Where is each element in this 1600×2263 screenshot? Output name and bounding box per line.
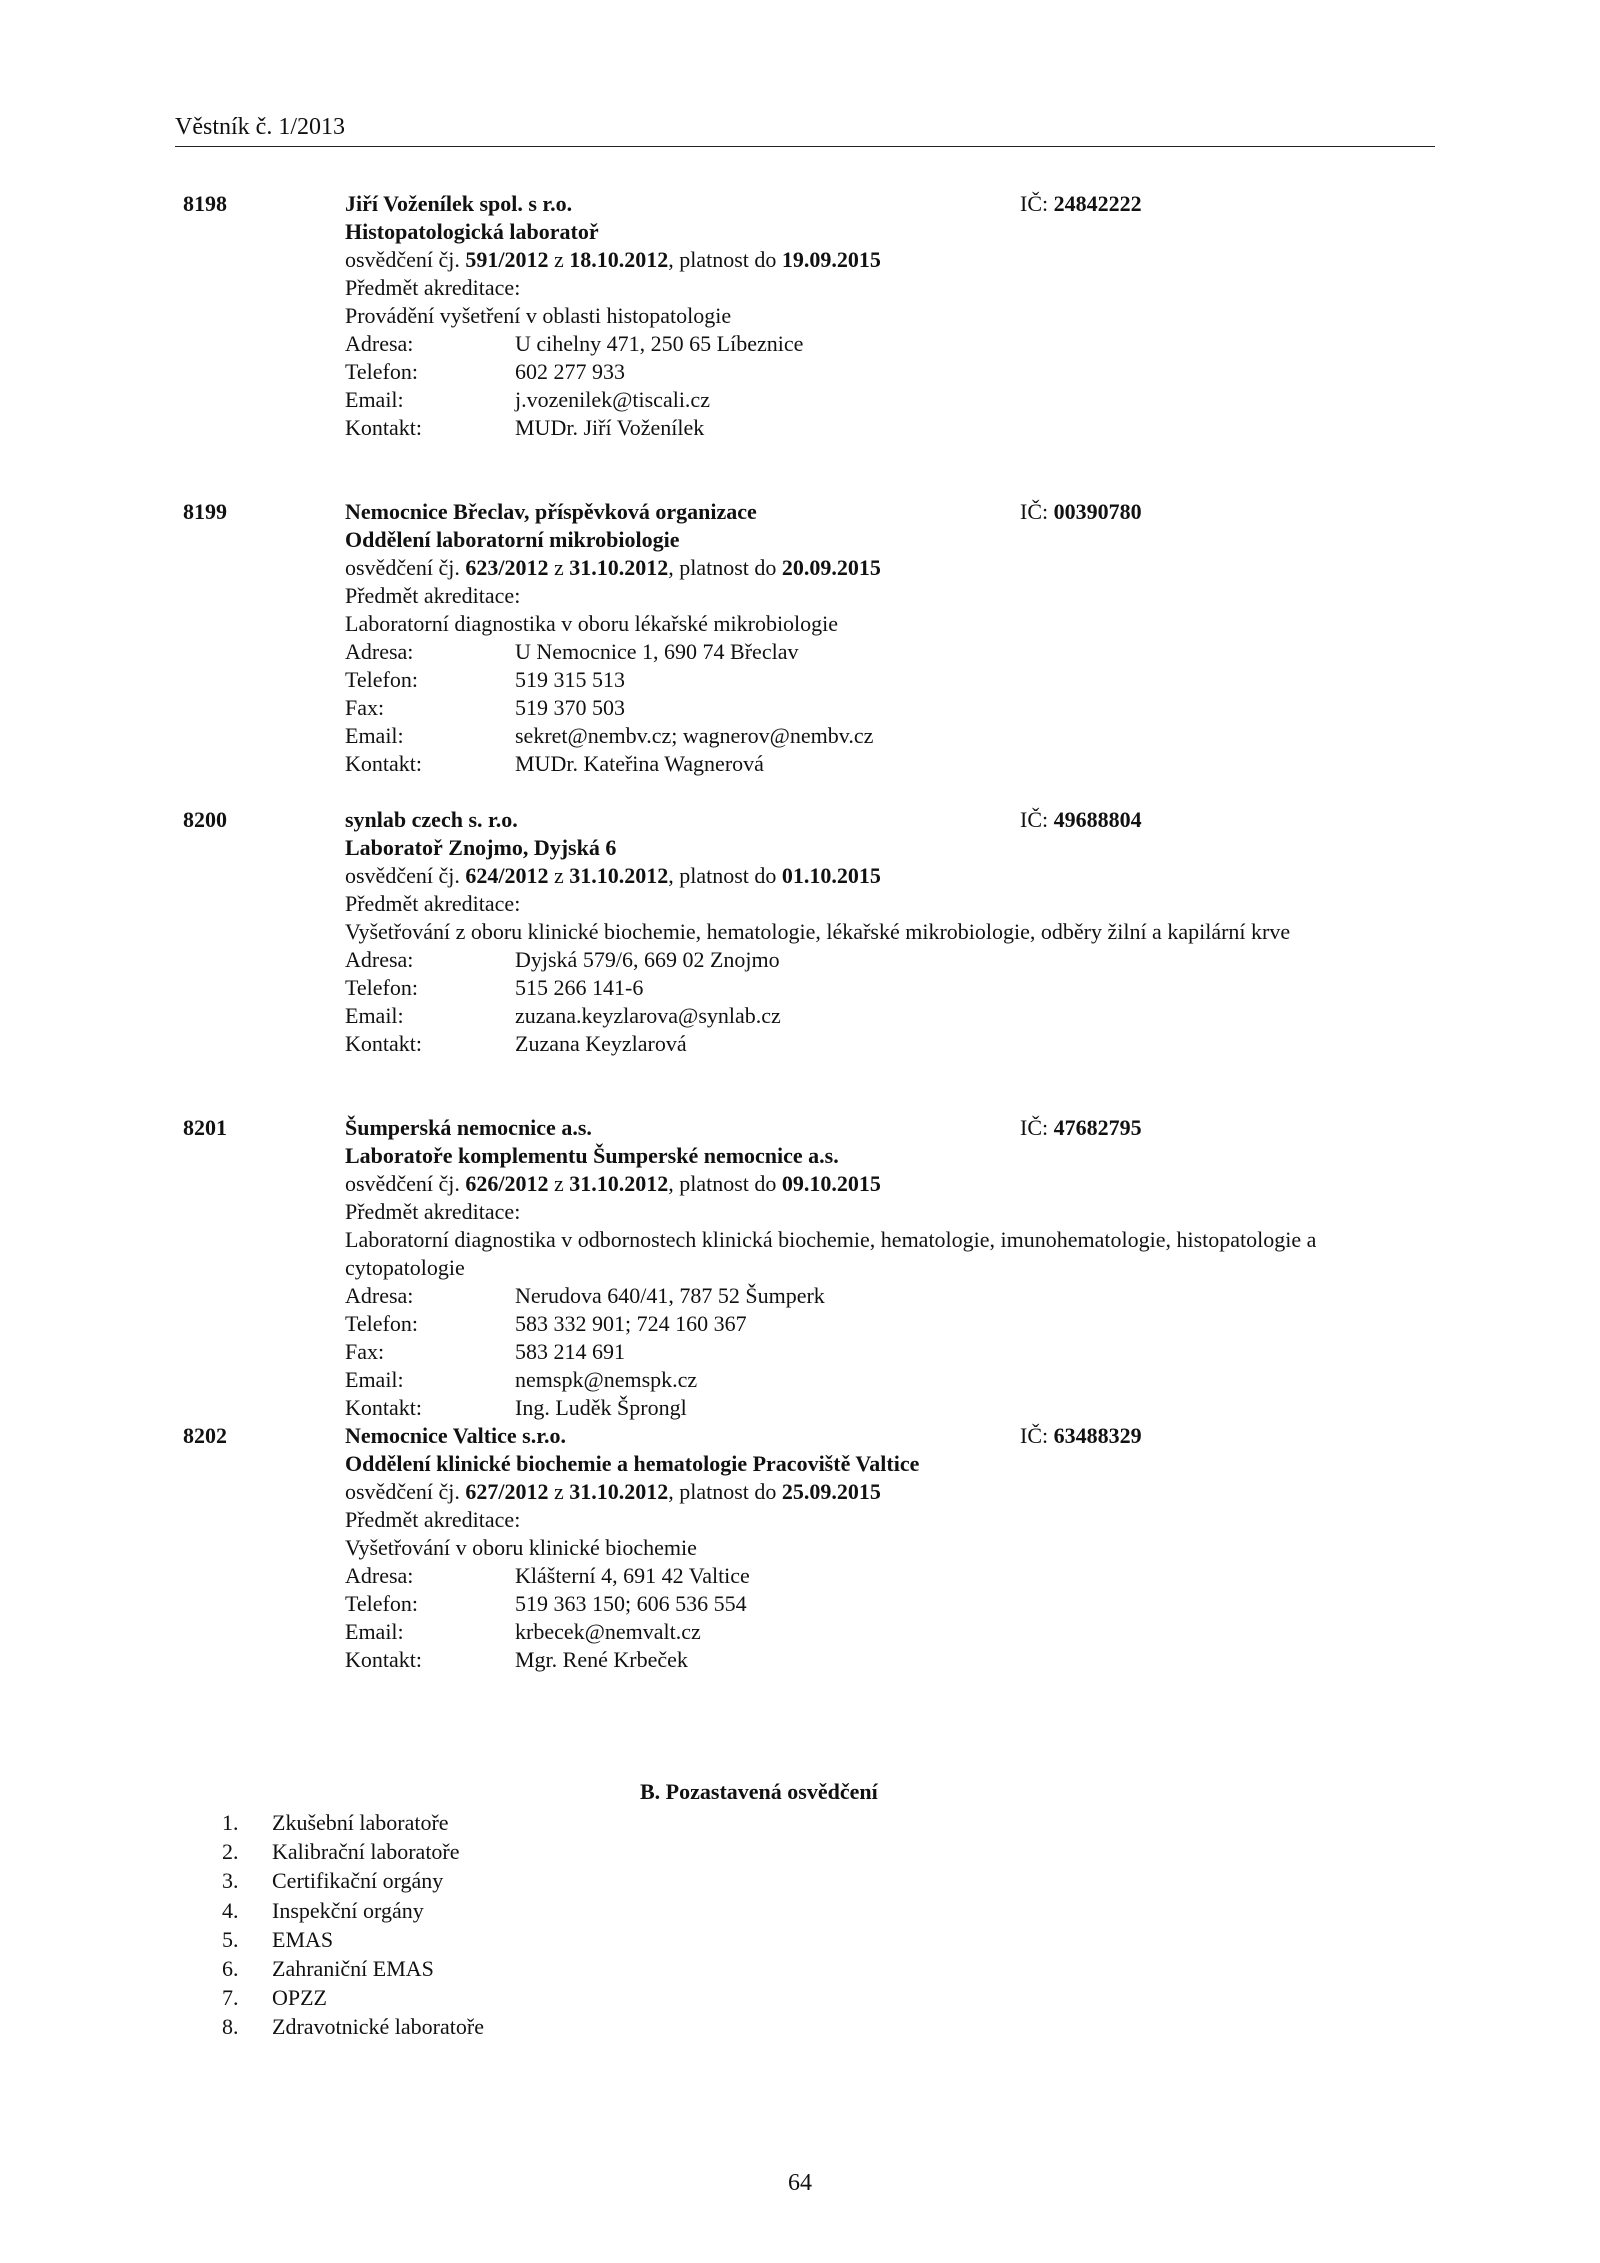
field-label: Adresa: [345, 331, 414, 356]
field-value: Mgr. René Krbeček [515, 1647, 688, 1672]
subject-text: Laboratorní diagnostika v oboru lékařské mikrobiologie [345, 611, 839, 636]
field-row [345, 1030, 1425, 1058]
cert-number: 624/2012 [465, 863, 549, 888]
list-item [222, 2012, 484, 2041]
entry-number: 8198 [183, 191, 227, 216]
cert-number: 591/2012 [465, 247, 549, 272]
list-label: EMAS [272, 1926, 334, 1952]
ico-value: 47682795 [1053, 1115, 1142, 1140]
organization-name: Šumperská nemocnice a.s. [345, 1115, 592, 1140]
cert-valid-until: 20.09.2015 [781, 555, 881, 580]
field-value: Dyjská 579/6, 669 02 Znojmo [515, 947, 780, 972]
field-value: 519 370 503 [515, 695, 625, 720]
field-row [345, 1366, 1425, 1394]
cert-valid-until: 19.09.2015 [781, 247, 881, 272]
entry [0, 190, 1600, 498]
field-label: Email: [345, 723, 404, 748]
cert-date: 18.10.2012 [569, 247, 669, 272]
unit-name: Laboratoře komplementu Šumperské nemocnice a.s. [345, 1143, 839, 1168]
list-item [222, 1925, 484, 1954]
field-value: 515 266 141-6 [515, 975, 644, 1000]
field-value: Zuzana Keyzlarová [515, 1031, 687, 1056]
field-label: Telefon: [345, 975, 418, 1000]
field-label: Kontakt: [345, 1395, 422, 1420]
subject-label: Předmět akreditace: [345, 275, 521, 300]
field-row [345, 1590, 1425, 1618]
cert-valid-until: 01.10.2015 [781, 863, 881, 888]
unit-name: Oddělení klinické biochemie a hematologie Pracoviště Valtice [345, 1451, 920, 1476]
field-value: 583 214 691 [515, 1339, 625, 1364]
field-label: Telefon: [345, 359, 418, 384]
list-number: 6. [222, 1956, 239, 1982]
field-row [345, 1394, 1425, 1422]
field-value: MUDr. Jiří Voženílek [515, 415, 705, 440]
field-label: Adresa: [345, 947, 414, 972]
list-label: Certifikační orgány [272, 1868, 444, 1894]
field-value: Nerudova 640/41, 787 52 Šumperk [515, 1283, 825, 1308]
cert-date: 31.10.2012 [569, 1171, 669, 1196]
field-label: Email: [345, 387, 404, 412]
field-label: Telefon: [345, 1311, 418, 1336]
field-row [345, 1282, 1425, 1310]
list-label: Kalibrační laboratoře [272, 1839, 460, 1865]
field-label: Telefon: [345, 667, 418, 692]
ico-value: 63488329 [1053, 1423, 1142, 1448]
cert-prefix: osvědčení čj. [345, 247, 466, 272]
cert-date: 31.10.2012 [569, 555, 669, 580]
subject-text: Laboratorní diagnostika v odbornostech klinická biochemie, hematologie, imunohematologie, histopatologie a cytopatologie [345, 1227, 1317, 1280]
list-item [222, 1983, 484, 2012]
list-number: 3. [222, 1868, 239, 1894]
entry [0, 806, 1600, 1114]
page-header [175, 112, 1435, 147]
entry [0, 1422, 1600, 1730]
field-value: zuzana.keyzlarova@synlab.cz [515, 1003, 781, 1028]
ico-label: IČ: [1020, 1423, 1049, 1448]
entry-number: 8200 [183, 807, 227, 832]
field-value: nemspk@nemspk.cz [515, 1367, 698, 1392]
field-value: 519 315 513 [515, 667, 625, 692]
entry-body [345, 498, 1425, 778]
cert-z: z [548, 1171, 570, 1196]
cert-valid-label: , platnost do [668, 1479, 782, 1504]
field-value: sekret@nembv.cz; wagnerov@nembv.cz [515, 723, 874, 748]
field-label: Email: [345, 1367, 404, 1392]
certificate-line [345, 1478, 1425, 1506]
field-label: Email: [345, 1619, 404, 1644]
cert-prefix: osvědčení čj. [345, 1479, 466, 1504]
list-item [222, 1866, 484, 1895]
entry-number: 8199 [183, 499, 227, 524]
ico-label: IČ: [1020, 807, 1049, 832]
field-row [345, 750, 1425, 778]
organization-name: Jiří Voženílek spol. s r.o. [345, 191, 573, 216]
field-row [345, 974, 1425, 1002]
cert-z: z [548, 247, 570, 272]
subject-text: Provádění vyšetření v oblasti histopatologie [345, 303, 732, 328]
cert-prefix: osvědčení čj. [345, 1171, 466, 1196]
cert-valid-label: , platnost do [668, 863, 782, 888]
cert-valid-label: , platnost do [668, 247, 782, 272]
page-number: 64 [788, 2170, 812, 2196]
organization-name: Nemocnice Břeclav, příspěvková organizace [345, 499, 757, 524]
field-value: 583 332 901; 724 160 367 [515, 1311, 747, 1336]
field-row [345, 1646, 1425, 1674]
ico-label: IČ: [1020, 499, 1049, 524]
certificate-line [345, 1170, 1425, 1198]
cert-z: z [548, 863, 570, 888]
field-row [345, 694, 1425, 722]
field-row [345, 1002, 1425, 1030]
unit-name: Oddělení laboratorní mikrobiologie [345, 527, 680, 552]
organization-name: synlab czech s. r.o. [345, 807, 518, 832]
cert-number: 626/2012 [465, 1171, 549, 1196]
entry-number: 8201 [183, 1115, 227, 1140]
field-row [345, 1562, 1425, 1590]
field-value: Klášterní 4, 691 42 Valtice [515, 1563, 750, 1588]
subject-label: Předmět akreditace: [345, 583, 521, 608]
cert-number: 623/2012 [465, 555, 549, 580]
cert-z: z [548, 555, 570, 580]
cert-date: 31.10.2012 [569, 1479, 669, 1504]
list-label: Zahraniční EMAS [272, 1956, 434, 1982]
field-row [345, 1618, 1425, 1646]
field-label: Kontakt: [345, 751, 422, 776]
entry-number: 8202 [183, 1423, 227, 1448]
cert-prefix: osvědčení čj. [345, 863, 466, 888]
accreditation-entries [0, 190, 1600, 1730]
list-label: Inspekční orgány [272, 1897, 424, 1923]
subject-label: Předmět akreditace: [345, 891, 521, 916]
cert-date: 31.10.2012 [569, 863, 669, 888]
entry [0, 1114, 1600, 1422]
ico-value: 24842222 [1053, 191, 1142, 216]
field-row [345, 666, 1425, 694]
list-item [222, 1896, 484, 1925]
field-label: Kontakt: [345, 1647, 422, 1672]
list-item [222, 1954, 484, 1983]
organization-name: Nemocnice Valtice s.r.o. [345, 1423, 566, 1448]
subject-label: Předmět akreditace: [345, 1507, 521, 1532]
list-number: 4. [222, 1897, 239, 1923]
subject-label: Předmět akreditace: [345, 1199, 521, 1224]
unit-name: Histopatologická laboratoř [345, 219, 599, 244]
suspended-categories-list [222, 1808, 484, 2042]
ico-label: IČ: [1020, 1115, 1049, 1140]
list-label: Zkušební laboratoře [272, 1810, 449, 1835]
field-row [345, 330, 1425, 358]
field-row [345, 1310, 1425, 1338]
field-label: Kontakt: [345, 1031, 422, 1056]
ico-value: 00390780 [1053, 499, 1142, 524]
field-label: Email: [345, 1003, 404, 1028]
field-row [345, 638, 1425, 666]
list-item [222, 1808, 484, 1837]
field-row [345, 414, 1425, 442]
field-label: Adresa: [345, 1563, 414, 1588]
subject-text: Vyšetřování v oboru klinické biochemie [345, 1535, 697, 1560]
certificate-line [345, 862, 1425, 890]
list-number: 2. [222, 1839, 239, 1865]
list-item [222, 1837, 484, 1866]
certificate-line [345, 246, 1425, 274]
cert-valid-until: 09.10.2015 [781, 1171, 881, 1196]
field-value: 519 363 150; 606 536 554 [515, 1591, 747, 1616]
entry-body [345, 806, 1425, 1058]
field-row [345, 1338, 1425, 1366]
field-label: Adresa: [345, 1283, 414, 1308]
ico-value: 49688804 [1053, 807, 1142, 832]
field-row [345, 386, 1425, 414]
subject-text: Vyšetřování z oboru klinické biochemie, hematologie, lékařské mikrobiologie, odběry žilní a kapilární krve [345, 919, 1291, 944]
field-value: U cihelny 471, 250 65 Líbeznice [515, 331, 804, 356]
entry-body [345, 1422, 1425, 1674]
list-number: 7. [222, 1985, 239, 2011]
entry [0, 498, 1600, 806]
list-label: OPZZ [272, 1985, 327, 2011]
field-value: j.vozenilek@tiscali.cz [515, 387, 710, 412]
field-value: Ing. Luděk Šprongl [515, 1395, 687, 1420]
field-row [345, 946, 1425, 974]
journal-title: Věstník č. 1/2013 [175, 114, 345, 140]
field-row [345, 722, 1425, 750]
ico-label: IČ: [1020, 191, 1049, 216]
cert-prefix: osvědčení čj. [345, 555, 466, 580]
field-value: U Nemocnice 1, 690 74 Břeclav [515, 639, 799, 664]
cert-valid-until: 25.09.2015 [781, 1479, 881, 1504]
list-number: 8. [222, 2014, 239, 2040]
field-value: MUDr. Kateřina Wagnerová [515, 751, 764, 776]
cert-number: 627/2012 [465, 1479, 549, 1504]
section-b-title: B. Pozastavená osvědčení [640, 1779, 878, 1804]
list-number: 5. [222, 1926, 239, 1952]
field-row [345, 358, 1425, 386]
field-value: 602 277 933 [515, 359, 625, 384]
field-label: Kontakt: [345, 415, 422, 440]
list-number: 1. [222, 1810, 239, 1835]
cert-z: z [548, 1479, 570, 1504]
certificate-line [345, 554, 1425, 582]
entry-body [345, 1114, 1425, 1422]
list-label: Zdravotnické laboratoře [272, 2014, 484, 2040]
field-label: Fax: [345, 695, 385, 720]
field-value: krbecek@nemvalt.cz [515, 1619, 701, 1644]
field-label: Telefon: [345, 1591, 418, 1616]
cert-valid-label: , platnost do [668, 555, 782, 580]
unit-name: Laboratoř Znojmo, Dyjská 6 [345, 835, 617, 860]
field-label: Fax: [345, 1339, 385, 1364]
field-label: Adresa: [345, 639, 414, 664]
entry-body [345, 190, 1425, 442]
cert-valid-label: , platnost do [668, 1171, 782, 1196]
